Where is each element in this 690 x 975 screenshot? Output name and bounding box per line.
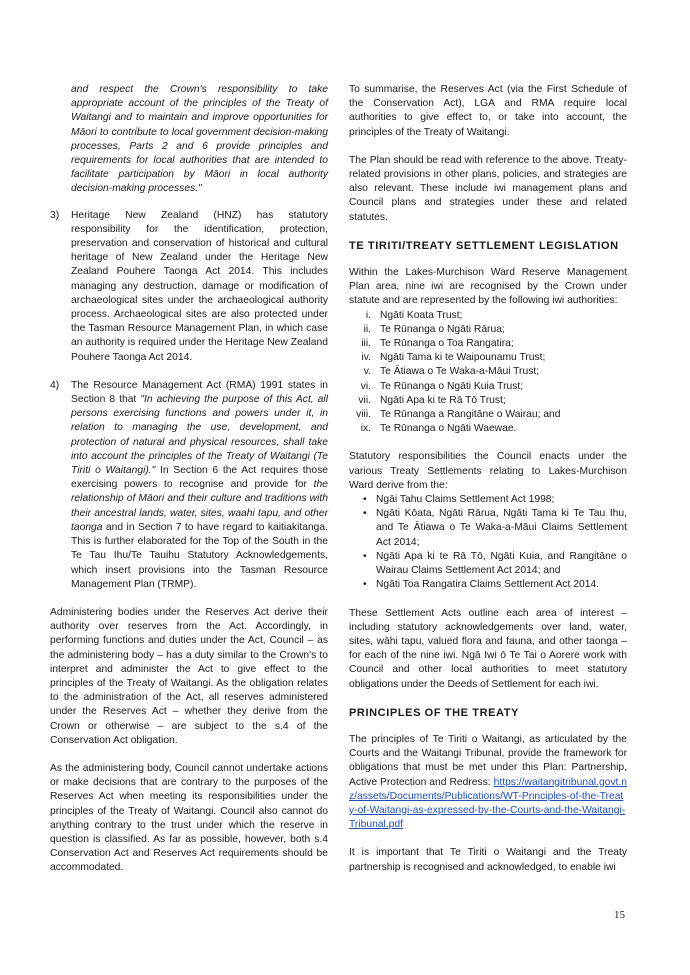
right-column xyxy=(349,83,627,875)
paragraph: The Plan should be read with reference to the above. Treaty-related provisions in other plans, policies, and strategies are also relevant. These include iwi management plans and Council plans and strategies under these and related statutes. xyxy=(349,154,627,223)
item-text: Heritage New Zealand (HNZ) has statutory responsibility for the identification, protection, preservation and conservation of historical and cultural heritage of New Zealand under the Heritage New Zealand Pouhere Taonga Act 2014. This includes managing any destruction, damage or modification of archaeological sites under the archaeological authority process. Archaeological sites are also protected under the Tasman Resource Management Plan, in which case an authority is required under the Heritage New Zealand Pouhere Taonga Act 2014. xyxy=(71,209,328,363)
list-item: ix. Te Rūnanga o Ngāti Waewae. xyxy=(360,423,517,435)
section-heading: TE TIRITI/TREATY SETTLEMENT LEGISLATION xyxy=(349,239,619,252)
paragraph: Statutory responsibilities the Council enacts under the various Treaty Settlements relating to Lakes-Murchison Ward derive from the: xyxy=(349,451,627,491)
list-item: viii. Te Rūnanga a Rangitāne o Wairau; and xyxy=(356,409,561,421)
text-run: The Resource Management Act (RMA) 1991 states in Section 8 that xyxy=(71,379,328,406)
bullet-icon: • xyxy=(363,494,367,506)
paragraph: It is important that Te Tiriti o Waitangi and the Treaty partnership is recognised and acknowledged, to enable iwi xyxy=(349,847,627,873)
list-item: iii. Te Rūnanga o Toa Rangatira; xyxy=(361,338,514,350)
numbered-item-3 xyxy=(50,209,328,365)
list-item: ii. Te Rūnanga o Ngāti Rārua; xyxy=(363,323,505,335)
paragraph: Within the Lakes-Murchison Ward Reserve Management Plan area, nine iwi are recognised by the Crown under statute and are represented by the following iwi authorities: xyxy=(349,267,627,307)
list-item: vii. Ngāti Apa ki te Rā Tō Trust; xyxy=(358,394,506,406)
list-item: i. Ngāti Koata Trust; xyxy=(365,309,463,321)
item-number: 3) xyxy=(50,209,60,221)
paragraph: Administering bodies under the Reserves Act derive their authority over reserves from the Act. Accordingly, in performing functions and duties under the Act, Council – as the administering body – has a duty similar to the Crown's to interpret and administer the Act to give effect to the principles of the Treaty of Waitangi. As the obligation relates to the administration of the Act, all reserves administered under the Reserves Act – whether they derive from the Crown or otherwise – are subject to the s.4 of the Conservation Act obligation. xyxy=(50,606,328,746)
numbered-item-4 xyxy=(50,379,328,592)
list-item: vi. Te Rūnanga o Ngāti Kuia Trust; xyxy=(360,380,524,392)
page-number: 15 xyxy=(614,909,625,921)
bullet-icon: • xyxy=(363,579,367,591)
list-item: • Ngāti Kōata, Ngāti Rārua, Ngāti Tama ki Te Tau Ihu, and Te Ātiawa o Te Waka-a-Māui Claims Settlement Act 2014; xyxy=(349,507,627,550)
text-run: In Section 6 the Act requires those exercising powers to recognise and provide for xyxy=(71,465,328,491)
list-item: v. Te Ātiawa o Te Waka-a-Māui Trust; xyxy=(363,366,540,378)
item-number: 4) xyxy=(50,379,60,391)
section-heading: PRINCIPLES OF THE TREATY xyxy=(349,706,520,719)
list-item: iv. Ngāti Tama ki te Waipounamu Trust; xyxy=(361,352,546,364)
list-item: • Ngāti Apa ki te Rā Tō, Ngāti Kuia, and Rangitāne o Wairau Claims Settlement Act 2014; and xyxy=(349,550,627,578)
settlement-acts-list xyxy=(349,493,627,592)
bullet-icon: • xyxy=(363,508,367,520)
paragraph: The principles of Te Tiriti o Waitangi, as articulated by the Courts and the Waitangi Tribunal, provide the framework for obligations that must be met under this Plan: Partnership, Active Protection and Redress: https://waitangitribunal.govt.nz/assets/Documents/Publications/WT-Principles-of-the-Treaty-of-Waitangi-as-expressed-by-the-Courts-and-the-Waitangi-Tribunal.pdf xyxy=(349,733,627,831)
item-text xyxy=(71,379,328,592)
left-column xyxy=(50,83,328,876)
text-run: and in Section 7 to have regard to kaitiakitanga. This is further elaborated for the Top of the South in the Te Tau Ihu/Te Tauihu Statutory Acknowledgements, which insert provisions into the Tasman Resource Management Plan (TRMP). xyxy=(71,521,328,590)
paragraph: These Settlement Acts outline each area of interest – including statutory acknowledgements over land, water, sites, wāhi tapu, valued flora and fauna, and other taonga – for each of the nine iwi. Ngā Iwi ō Te Tai o Aorere work with Council and other local authorities to meet statutory obligations under the Deeds of Settlement for each iwi. xyxy=(349,607,627,690)
bullet-icon: • xyxy=(363,550,367,562)
paragraph: As the administering body, Council cannot undertake actions or make decisions that are contrary to the purposes of the Reserves Act when meeting its responsibilities under the principles of the Treaty of Waitangi. Council also cannot do anything contrary to the trust under which the reserve in question is classified. As far as possible, however, both s.4 Conservation Act and Reserves Act requirements should be accommodated. xyxy=(50,762,328,874)
list-item: • Ngāi Tahu Claims Settlement Act 1998; xyxy=(349,493,627,507)
list-item: • Ngāti Toa Rangatira Claims Settlement Act 2014. xyxy=(349,578,627,592)
paragraph: To summarise, the Reserves Act (via the First Schedule of the Conservation Act), LGA and RMA require local authorities to give effect to, or take into account, the principles of the Treaty of Waitangi. xyxy=(349,84,627,138)
tribunal-link[interactable]: https://waitangitribunal.govt.nz/assets/Documents/Publications/WT-Principles-of-the-Treaty-of-Waitangi-as-expressed-by-the-Courts-and-the-Waitangi-Tribunal.pdf xyxy=(349,776,627,831)
iwi-list xyxy=(349,309,627,437)
italic-quote: "In achieving the purpose of this Act, all persons exercising functions and powers under it, in relation to managing the use, development, and protection of natural and physical resources, shall take into account the principles of the Treaty of Waitangi (Te Tiriti o Waitangi)." xyxy=(71,394,328,477)
quoted-text: and respect the Crown's responsibility to take appropriate account of the principles of the Treaty of Waitangi and to maintain and improve opportunities for Māori to contribute to local government decision-making processes, Parts 2 and 6 provide principles and requirements for local authorities that are intended to facilitate participation by Māori in local authority decision-making processes." xyxy=(71,84,328,195)
italic-quote: the relationship of Māori and their culture and traditions with their ancestral lands, water, sites, waahi tapu, and other taonga xyxy=(71,479,328,533)
